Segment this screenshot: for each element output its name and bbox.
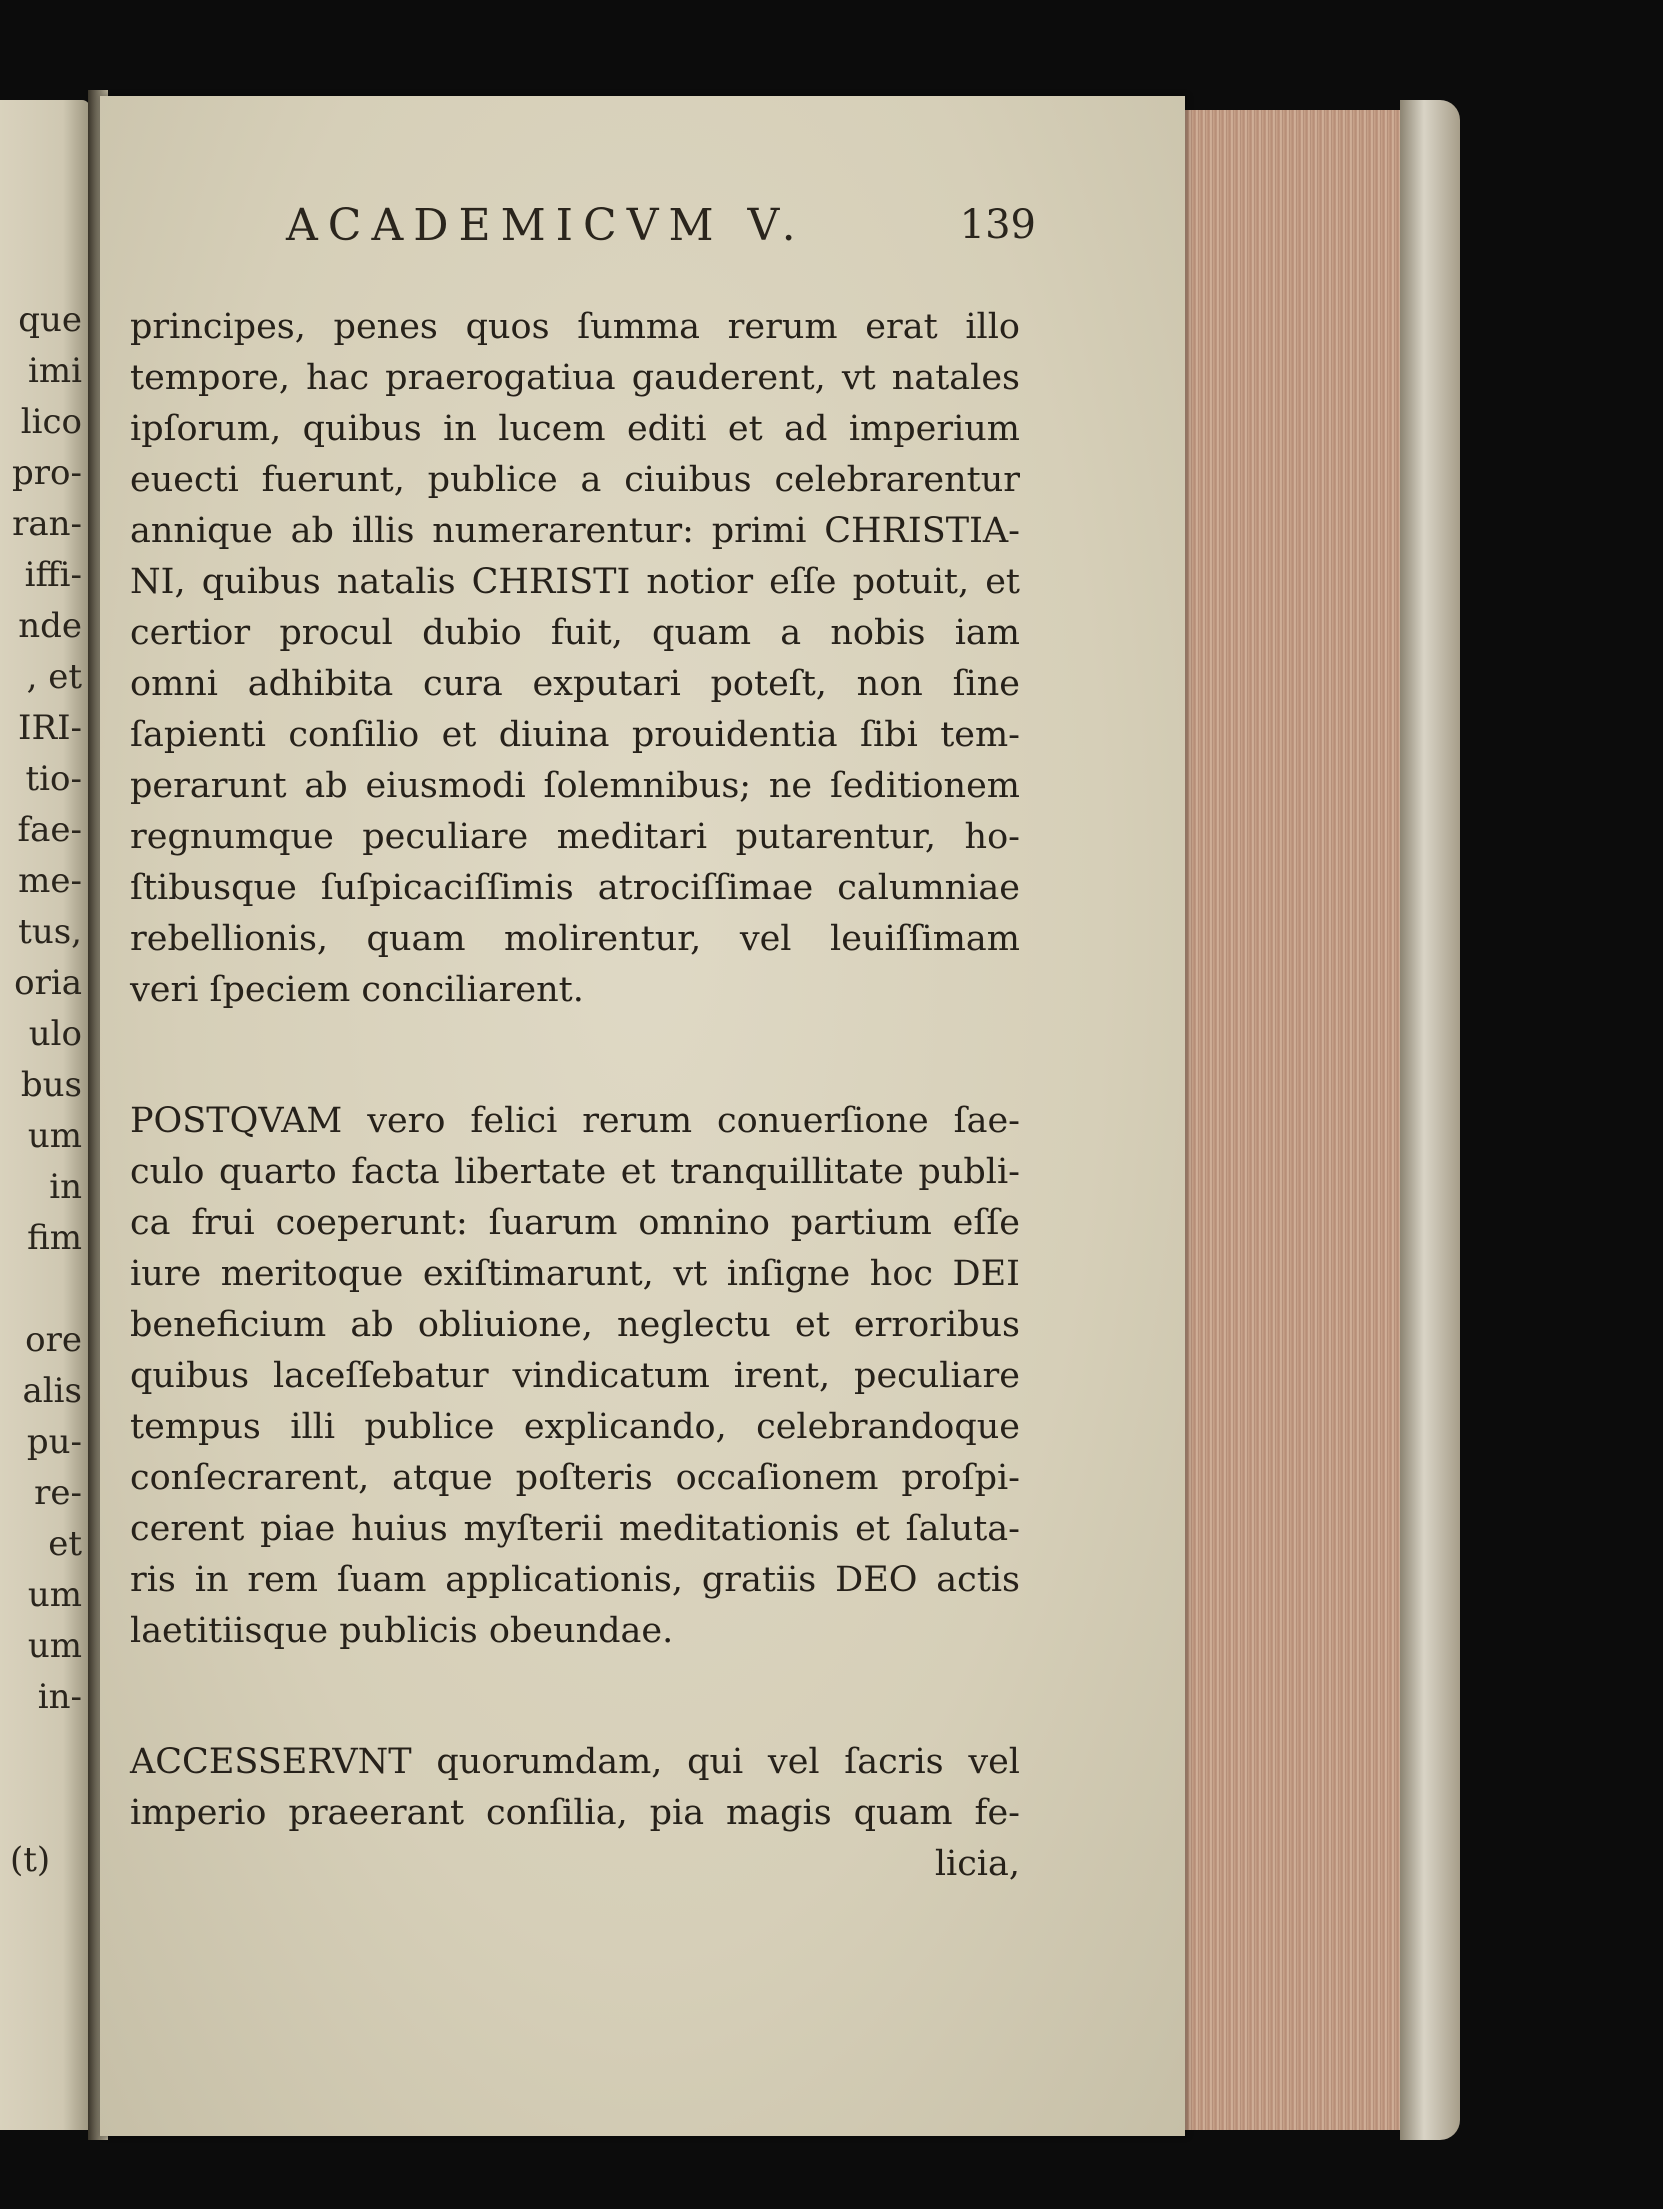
left-fragment: tio- <box>25 759 82 799</box>
left-fragment: , et <box>26 657 82 697</box>
left-fragment: bus <box>20 1065 82 1105</box>
text-line: tempus illi publice explicando, celebrandoque <box>130 1407 1020 1447</box>
page-block-edges <box>1185 110 1425 2130</box>
body-text <box>130 302 1020 1890</box>
page-header <box>186 200 1036 260</box>
text-line: iure meritoque exiſtimarunt, vt inſigne hoc DEI <box>130 1254 1020 1294</box>
left-fragment: um <box>27 1116 82 1156</box>
left-fragment: in- <box>37 1677 82 1717</box>
text-line: ſtibusque ſuſpicaciſſimis atrociſſimae calumniae <box>130 868 1020 908</box>
text-line: conſecrarent, atque poſteris occaſionem proſpi- <box>130 1458 1020 1498</box>
text-line: POSTQVAM vero felici rerum conuerſione ſae- <box>130 1101 1020 1141</box>
left-fragment: oria <box>14 963 82 1003</box>
book-cover-edge <box>1400 100 1460 2140</box>
text-line: euecti fuerunt, publice a ciuibus celebrarentur <box>130 460 1020 500</box>
left-fragment: et <box>48 1524 82 1564</box>
text-line: ipſorum, quibus in lucem editi et ad imperium <box>130 409 1020 449</box>
left-page-signature-mark: (t) <box>10 1840 51 1880</box>
left-fragment: que <box>18 300 82 340</box>
text-line: culo quarto facta libertate et tranquillitate publi- <box>130 1152 1020 1192</box>
text-line: omni adhibita cura exputari poteſt, non ſine <box>130 664 1020 704</box>
text-line: ſapienti conſilio et diuina prouidentia ſibi tem- <box>130 715 1020 755</box>
left-fragment: re- <box>34 1473 82 1513</box>
left-facing-page <box>0 100 90 2130</box>
left-page-text-fragments <box>0 295 88 1723</box>
page-number: 139 <box>959 202 1036 248</box>
left-fragment: nde <box>18 606 82 646</box>
paragraph-1 <box>130 302 1020 1016</box>
text-line: quibus laceſſebatur vindicatum irent, peculiare <box>130 1356 1020 1396</box>
text-line: beneficium ab obliuione, neglectu et erroribus <box>130 1305 1020 1345</box>
left-fragment: alis <box>22 1371 82 1411</box>
left-fragment: in <box>49 1167 82 1207</box>
left-fragment: ran- <box>12 504 82 544</box>
text-line: ACCESSERVNT quorumdam, qui vel ſacris vel <box>130 1742 1020 1782</box>
text-line: principes, penes quos ſumma rerum erat illo <box>130 307 1020 347</box>
paragraph-2 <box>130 1096 1020 1657</box>
left-fragment: fim <box>27 1218 82 1258</box>
paragraph-3 <box>130 1737 1020 1890</box>
text-line: certior procul dubio fuit, quam a nobis iam <box>130 613 1020 653</box>
left-fragment: tus, <box>18 912 82 952</box>
left-fragment: fae- <box>17 810 82 850</box>
left-fragment: ulo <box>28 1014 82 1054</box>
text-line: cerent piae huius myſterii meditationis et ſaluta- <box>130 1509 1020 1549</box>
left-fragment: iffi- <box>24 555 82 595</box>
text-line: laetitiisque publicis obeundae. <box>130 1611 674 1651</box>
text-line: ris in rem ſuam applicationis, gratiis DEO actis <box>130 1560 1020 1600</box>
text-line: annique ab illis numerarentur: primi CHRISTIA- <box>130 511 1020 551</box>
running-title: ACADEMICVM V. <box>286 200 806 251</box>
left-fragment <box>0 1264 88 1315</box>
left-fragment: IRI- <box>18 708 82 748</box>
text-line: veri ſpeciem conciliarent. <box>130 970 584 1010</box>
text-line: imperio praeerant conſilia, pia magis quam fe- <box>130 1793 1020 1833</box>
left-fragment: imi <box>28 351 82 391</box>
left-fragment: pro- <box>12 453 82 493</box>
left-fragment: pu- <box>26 1422 82 1462</box>
text-line: regnumque peculiare meditari putarentur, ho- <box>130 817 1020 857</box>
text-line: ca frui coeperunt: ſuarum omnino partium eſſe <box>130 1203 1020 1243</box>
text-line: NI, quibus natalis CHRISTI notior eſſe potuit, et <box>130 562 1020 602</box>
text-line: tempore, hac praerogatiua gauderent, vt natales <box>130 358 1020 398</box>
catchword: licia, <box>934 1844 1020 1884</box>
left-fragment: me- <box>18 861 82 901</box>
left-fragment: ore <box>25 1320 82 1360</box>
text-line: perarunt ab eiusmodi ſolemnibus; ne ſeditionem <box>130 766 1020 806</box>
left-fragment: lico <box>20 402 82 442</box>
left-fragment: um <box>27 1575 82 1615</box>
left-fragment: um <box>27 1626 82 1666</box>
text-line: rebellionis, quam molirentur, vel leuiſſimam <box>130 919 1020 959</box>
